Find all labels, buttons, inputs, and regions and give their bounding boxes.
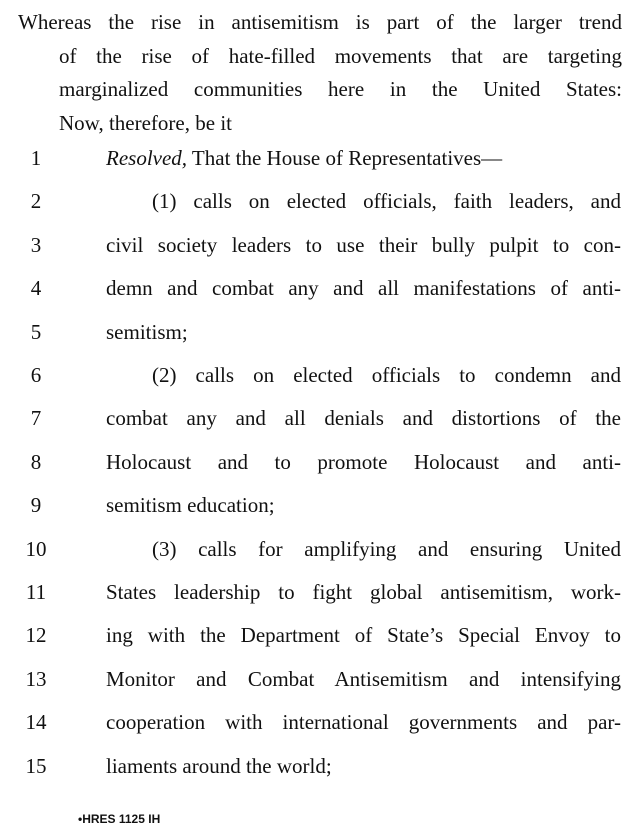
whereas-line: Whereas the rise in antisemitism is part of the larger trend xyxy=(18,10,622,34)
line-text: combat any and all denials and distortions of the xyxy=(106,406,621,431)
line-text: (1) calls on elected officials, faith leaders, and xyxy=(152,189,621,214)
line-number: 3 xyxy=(30,232,42,257)
resolved-text: That the House of Representatives— xyxy=(187,146,503,170)
line-text: States leadership to fight global antisemitism, work- xyxy=(106,580,621,604)
numbered-line xyxy=(0,146,642,189)
numbered-line xyxy=(0,276,642,319)
line-text: cooperation with international governments and par- xyxy=(106,710,621,735)
whereas-line: of the rise of hate-filled movements that are targeting xyxy=(59,43,622,68)
line-text: ing with the Department of State’s Special Envoy to xyxy=(106,623,621,648)
line-text: semitism; xyxy=(106,319,188,344)
numbered-line xyxy=(0,406,642,449)
line-number: 13 xyxy=(25,666,47,691)
line-number: 2 xyxy=(30,189,42,214)
numbered-line xyxy=(0,233,642,276)
line-number: 14 xyxy=(25,710,47,735)
numbered-line xyxy=(0,580,642,623)
numbered-line xyxy=(0,320,642,363)
numbered-line xyxy=(0,189,642,232)
line-number: 8 xyxy=(30,449,42,474)
line-text: (2) calls on elected officials to condemn and xyxy=(152,363,621,387)
numbered-line xyxy=(0,493,642,536)
numbered-line xyxy=(0,450,642,493)
line-number: 9 xyxy=(30,493,42,518)
line-text: civil society leaders to use their bully pulpit to con- xyxy=(106,232,621,257)
line-number: 10 xyxy=(25,536,47,561)
resolved-keyword: Resolved, xyxy=(106,146,188,170)
line-number: 12 xyxy=(25,623,47,648)
document-footer-id: •HRES 1125 IH xyxy=(78,812,161,826)
line-number: 6 xyxy=(30,363,42,387)
whereas-line: marginalized communities here in the United States: xyxy=(59,77,622,101)
numbered-line xyxy=(0,363,642,406)
line-text: demn and combat any and all manifestations of anti- xyxy=(106,276,621,301)
line-number: 15 xyxy=(25,753,47,778)
line-number: 5 xyxy=(30,319,42,344)
whereas-line: Now, therefore, be it xyxy=(59,110,232,135)
line-number: 1 xyxy=(30,146,42,170)
whereas-clause xyxy=(18,6,622,140)
numbered-line xyxy=(0,754,642,797)
numbered-line xyxy=(0,537,642,580)
line-text: Holocaust and to promote Holocaust and anti- xyxy=(106,449,621,474)
line-text: (3) calls for amplifying and ensuring United xyxy=(152,536,621,561)
line-number: 7 xyxy=(30,406,42,431)
numbered-line xyxy=(0,667,642,710)
line-text: Monitor and Combat Antisemitism and intensifying xyxy=(106,666,621,691)
line-text: liaments around the world; xyxy=(106,753,332,778)
numbered-line xyxy=(0,710,642,753)
numbered-line xyxy=(0,623,642,666)
line-text: semitism education; xyxy=(106,493,275,518)
line-number: 11 xyxy=(25,580,47,604)
line-number: 4 xyxy=(30,276,42,301)
resolved-clause xyxy=(106,146,621,171)
